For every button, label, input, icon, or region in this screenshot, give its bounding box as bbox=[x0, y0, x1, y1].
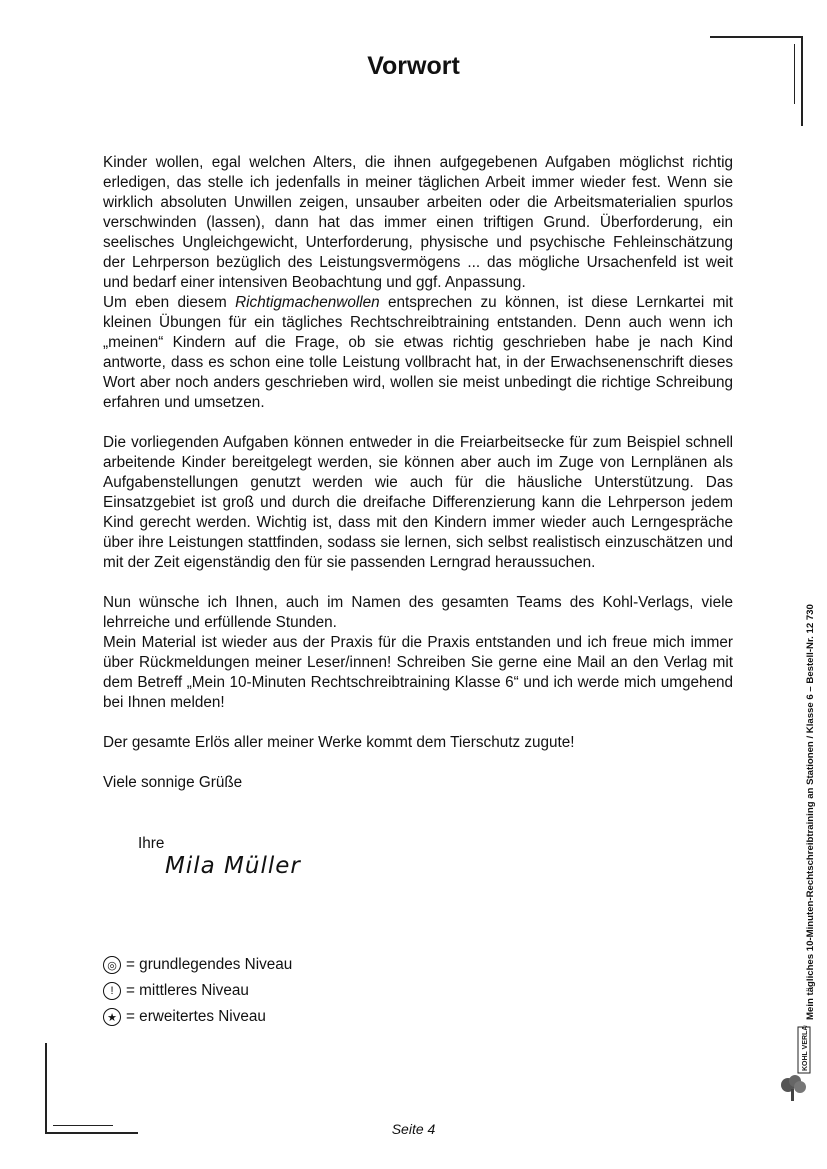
exclamation-icon: ! bbox=[103, 982, 121, 1000]
signature: Mila Müller bbox=[165, 853, 301, 879]
level-legend bbox=[103, 952, 292, 1030]
closing-text: Ihre bbox=[138, 835, 165, 852]
legend-item-medium bbox=[103, 978, 292, 1004]
page-title: Vorwort bbox=[367, 52, 460, 80]
paragraph-1: Kinder wollen, egal welchen Alters, die ihnen aufgegebenen Aufgaben möglichst richtig erledigen, das stelle ich jedenfalls in meiner täglichen Arbeit immer wieder fest. Wenn sie wirklich absoluten Unwillen zeigen, unsauber arbeiten oder die Arbeitsmaterialien spurlos verschwinden (lassen), dann hat das immer einen triftigen Grund. Überforderung, ein seelisches Ungleichgewicht, Unterforderung, physische und psychische Fehleinschätzung der Lehrperson bezüglich des Leistungsvermögens ... das mögliche Ursachenfeld ist weit und bedarf einer intensiven Beobachtung und ggf. Anpassung. bbox=[103, 154, 733, 291]
legend-item-basic bbox=[103, 952, 292, 978]
legend-label-advanced: = erweitertes Niveau bbox=[126, 1008, 266, 1025]
target-icon: ◎ bbox=[103, 956, 121, 974]
paragraph-2: Um eben diesem Richtigmachenwollen entsprechen zu können, ist diese Lernkartei mit kleinen Übungen für ein tägliches Rechtschreibtraining entstanden. Denn auch wenn ich „meinen“ Kindern auf die Frage, ob sie etwas richtig geschrieben habe je nach Kind antworte, dass es schon eine tolle Leistung vollbracht hat, in der Erwachsenenschrift dieses Wort aber noch anders geschrieben wird, wollen sie meist unbedingt die richtige Schreibung erfahren und umsetzen. bbox=[103, 294, 733, 411]
body-text bbox=[103, 153, 733, 793]
tree-icon bbox=[778, 1025, 814, 1105]
greeting: Viele sonnige Grüße bbox=[103, 774, 243, 791]
side-text-label: Mein tägliches 10-Minuten-Rechtschreibtraining an Stationen / Klasse 6 – Bestell-Nr. 12 730 bbox=[805, 604, 816, 1020]
publisher-logo bbox=[778, 1025, 814, 1105]
side-text bbox=[797, 580, 816, 1020]
paragraph-3: Die vorliegenden Aufgaben können entweder in die Freiarbeitsecke für zum Beispiel schnell arbeitende Kinder bereitgelegt werden, sie können aber auch im Zuge von Lernplänen als Aufgabenstellungen genutzt werden wie auch für die häusliche Unterstützung. Das Einsatzgebiet ist groß und durch die dreifache Differenzierung kann die Lehrperson jedem Kind gerecht werden. Wichtig ist, dass mit den Kindern immer wieder auch Lerngespräche über ihre Leistungen stattfinden, sodass sie lernen, sich selbst realistisch einzuschätzen und mit der Zeit eigenständig den für sie passenden Lerngrad heraussuchen. bbox=[103, 434, 733, 571]
page-number: Seite 4 bbox=[391, 1121, 436, 1137]
publisher-name: KOHL VERLAG bbox=[802, 1025, 809, 1071]
legend-item-advanced bbox=[103, 1004, 292, 1030]
corner-frame-top-right bbox=[710, 36, 805, 128]
paragraph-5: Mein Material ist wieder aus der Praxis für die Praxis entstanden und ich freue mich immer über Rückmeldungen meiner Leser/innen! Schreiben Sie gerne eine Mail an den Verlag mit dem Betreff „Mein 10-Minuten Rechtschreibtraining Klasse 6“ und ich werde mich umgehend bei Ihnen melden! bbox=[103, 634, 733, 711]
legend-label-basic: = grundlegendes Niveau bbox=[126, 956, 293, 973]
paragraph-6: Der gesamte Erlös aller meiner Werke kommt dem Tierschutz zugute! bbox=[103, 734, 575, 751]
paragraph-4: Nun wünsche ich Ihnen, auch im Namen des gesamten Teams des Kohl-Verlags, viele lehrreiche und erfüllende Stunden. bbox=[103, 594, 733, 631]
legend-label-medium: = mittleres Niveau bbox=[126, 982, 249, 999]
star-icon: ★ bbox=[103, 1008, 121, 1026]
